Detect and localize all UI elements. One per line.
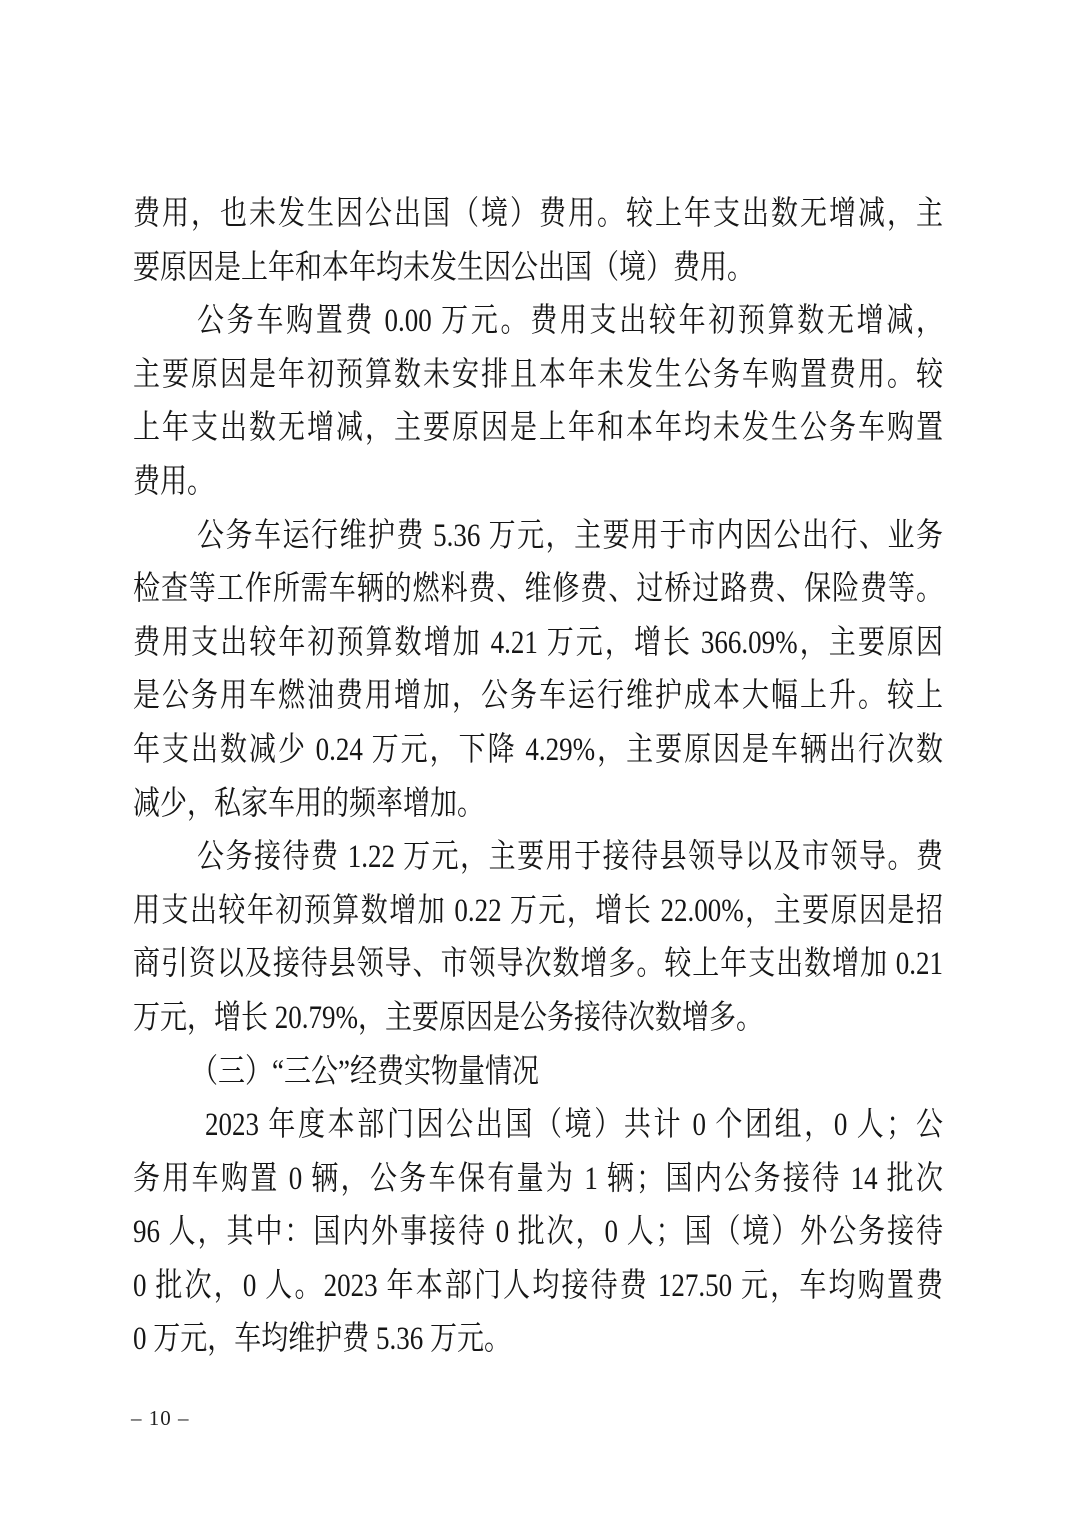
text-line: 年支出数减少 0.24 万元，下降 4.29%，主要原因是车辆出行次数	[133, 730, 943, 768]
text-line: 务用车购置 0 辆，公务车保有量为 1 辆；国内公务接待 14 批次	[133, 1159, 943, 1196]
text-line: 是公务用车燃油费用增加，公务车运行维护成本大幅上升。较上	[133, 676, 943, 714]
text-line: 0 万元，车均维护费 5.36 万元。	[133, 1319, 511, 1357]
text-line: 要原因是上年和本年均未发生因公出国（境）费用。	[133, 248, 754, 285]
text-line: 公务车运行维护费 5.36 万元，主要用于市内因公出行、业务	[197, 516, 943, 553]
text-line: 96 人，其中：国内外事接待 0 批次，0 人；国（境）外公务接待	[133, 1212, 943, 1250]
text-line: 0 批次，0 人。2023 年本部门人均接待费 127.50 元，车均购置费	[133, 1266, 943, 1303]
text-line: 上年支出数无增减，主要原因是上年和本年均未发生公务车购置	[133, 408, 943, 446]
text-line: 主要原因是年初预算数未安排且本年未发生公务车购置费用。较	[133, 355, 943, 392]
document-body	[133, 187, 943, 1366]
text-line: 公务车购置费 0.00 万元。费用支出较年初预算数无增减，	[197, 301, 943, 339]
text-line: 公务接待费 1.22 万元，主要用于接待县领导以及市领导。费	[197, 837, 943, 875]
text-line: 2023 年度本部门因公出国（境）共计 0 个团组，0 人；公	[205, 1105, 943, 1143]
page-number: – 10 –	[131, 1406, 190, 1430]
text-line: 费用支出较年初预算数增加 4.21 万元，增长 366.09%，主要原因	[133, 623, 943, 660]
text-line: 万元，增长 20.79%，主要原因是公务接待次数增多。	[133, 998, 763, 1036]
text-line: 费用，也未发生因公出国（境）费用。较上年支出数无增减，主	[133, 194, 943, 232]
text-line: 用支出较年初预算数增加 0.22 万元，增长 22.00%，主要原因是招	[133, 891, 943, 928]
text-line: 商引资以及接待县领导、市领导次数增多。较上年支出数增加 0.21	[133, 944, 943, 982]
text-line: 费用。	[133, 462, 214, 500]
section-heading: （三）“三公”经费实物量情况	[191, 1052, 539, 1089]
text-line: 检查等工作所需车辆的燃料费、维修费、过桥过路费、保险费等。	[133, 569, 943, 607]
text-line: 减少，私家车用的频率增加。	[133, 784, 484, 821]
